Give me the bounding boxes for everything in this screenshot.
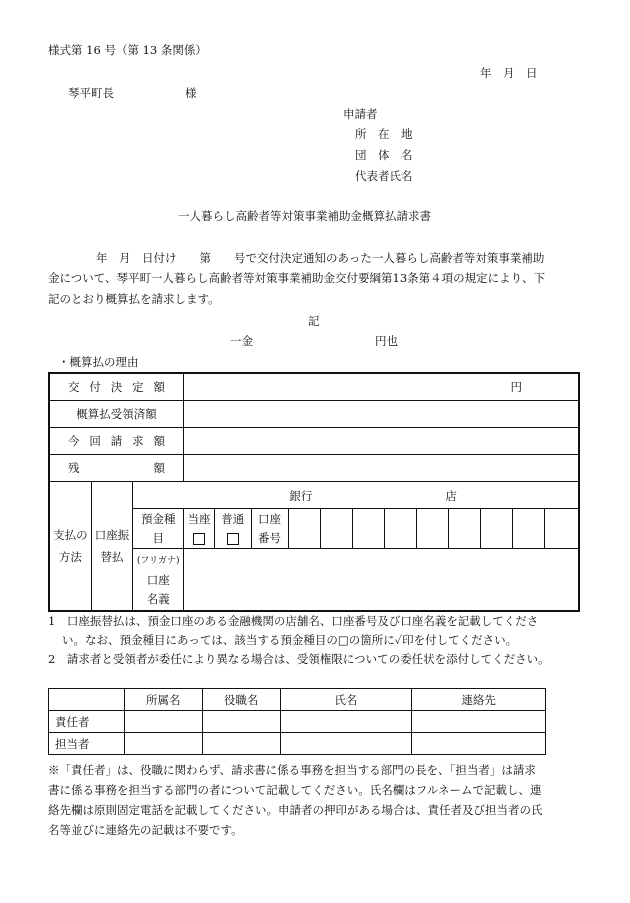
request-amount-field[interactable] <box>184 428 579 455</box>
decision-amount-field[interactable] <box>184 373 579 401</box>
responsible-name-field[interactable] <box>280 711 412 733</box>
responsible-department-field[interactable] <box>124 711 202 733</box>
staff-contact-field[interactable] <box>412 733 546 755</box>
staff-department-field[interactable] <box>124 733 202 755</box>
account-digit[interactable] <box>416 509 448 549</box>
body-line-2: 金について、琴平町一人暮らし高齢者等対策事業補助金交付要綱第13条第４項の規定により、下 <box>48 271 546 285</box>
header-name: 氏名 <box>280 689 412 711</box>
applicant-rep-label: 代表者氏名 <box>355 169 413 183</box>
label-remaining: 残 額 <box>49 455 184 482</box>
addressee-mayor: 琴平町長 <box>68 86 114 100</box>
current-label: 当座 <box>187 511 211 526</box>
bank-field[interactable] <box>133 482 579 509</box>
staff-position-field[interactable] <box>202 733 280 755</box>
applicant-address-label: 所 在 地 <box>355 127 413 141</box>
row-staff: 担当者 <box>49 733 125 755</box>
header-contact: 連絡先 <box>412 689 546 711</box>
account-digit[interactable] <box>288 509 320 549</box>
account-digit[interactable] <box>545 509 579 549</box>
yen-unit: 円 <box>510 380 522 394</box>
request-table <box>48 372 580 612</box>
amount-suffix: 円也 <box>375 334 398 348</box>
remaining-field[interactable] <box>184 455 579 482</box>
row-responsible: 責任者 <box>49 711 125 733</box>
addressee-sama: 様 <box>185 86 197 100</box>
document-title: 一人暮らし高齢者等対策事業補助金概算払請求書 <box>178 209 431 223</box>
label-decision-amount: 交付決定額 <box>49 373 184 401</box>
label-request-amount: 今回請求額 <box>49 428 184 455</box>
label-received-amount: 概算払受領済額 <box>49 401 184 428</box>
footnote-line-3: 絡先欄は原則固定電話を記載してください。申請者の押印がある場合は、責任者及び担当者の氏 <box>48 803 543 817</box>
amount-prefix: 一金 <box>230 334 253 348</box>
note-2: 2 請求者と受領者が委任により異なる場合は、受領権限についての委任状を添付してください。 <box>48 652 550 666</box>
footnote-line-1: ※「責任者」は、役職に関わらず、請求書に係る事務を担当する部門の長を、「担当者」は請求 <box>48 763 536 777</box>
branch-label: 店 <box>445 489 457 503</box>
ordinary-label: 普通 <box>221 511 245 526</box>
note-1b: い。なお、預金種目にあっては、該当する預金種目の□の箇所に✓印を付してください。 <box>62 633 518 647</box>
responsible-contact-field[interactable] <box>412 711 546 733</box>
label-payment-method: 支払の方法 <box>49 482 91 611</box>
account-digit[interactable] <box>481 509 513 549</box>
note-1a: 1 口座振替払は、預金口座のある金融機関の店舗名、口座番号及び口座名義を記載してくださ <box>48 614 539 628</box>
body-line-1: 年 月 日付け 第 号で交付決定通知のあった一人暮らし高齢者等対策事業補助 <box>96 251 545 265</box>
checkbox-ordinary[interactable] <box>227 533 239 545</box>
option-ordinary[interactable] <box>214 509 251 549</box>
ki-heading: 記 <box>308 314 320 328</box>
account-digit[interactable] <box>320 509 352 549</box>
received-amount-field[interactable] <box>184 401 579 428</box>
account-name-field[interactable] <box>184 549 579 611</box>
label-transfer: 口座振替払 <box>91 482 133 611</box>
applicant-heading: 申請者 <box>343 107 378 121</box>
staff-name-field[interactable] <box>280 733 412 755</box>
account-digit[interactable] <box>384 509 416 549</box>
option-current[interactable] <box>184 509 215 549</box>
header-department: 所属名 <box>124 689 202 711</box>
footnote-line-2: 書に係る事務を担当する部門の者について記載してください。氏名欄はフルネームで記載し、連 <box>48 783 542 797</box>
bank-label: 銀行 <box>289 489 313 503</box>
date-line: 年 月 日 <box>480 66 538 80</box>
header-position: 役職名 <box>202 689 280 711</box>
body-line-3: 記のとおり概算払を請求します。 <box>48 292 220 306</box>
label-account-number: 口座番号 <box>251 509 288 549</box>
account-name-label: 口座名義 <box>146 572 170 606</box>
form-number: 様式第 16 号（第 13 条関係） <box>48 43 207 57</box>
applicant-org-label: 団 体 名 <box>355 148 413 162</box>
reason-label: ・概算払の理由 <box>58 355 139 369</box>
responsible-position-field[interactable] <box>202 711 280 733</box>
footnote <box>48 760 543 840</box>
furigana-label: (フリガナ) <box>136 555 180 566</box>
account-digit[interactable] <box>513 509 545 549</box>
checkbox-current[interactable] <box>193 533 205 545</box>
notes <box>48 612 550 669</box>
footnote-line-4: 名等並びに連絡先の記載は不要です。 <box>48 823 243 837</box>
header-blank <box>49 689 125 711</box>
account-digit[interactable] <box>352 509 384 549</box>
label-deposit-type: 預金種目 <box>133 509 184 549</box>
label-account-name <box>133 549 184 611</box>
contact-table <box>48 688 546 755</box>
account-digit[interactable] <box>449 509 481 549</box>
